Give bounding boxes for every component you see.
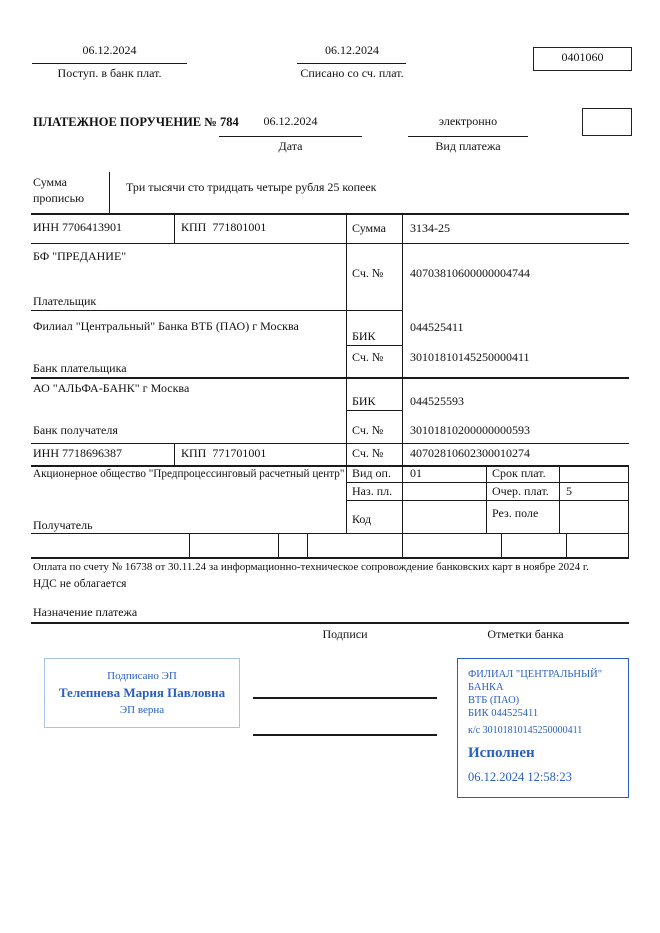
table-line [31,622,629,624]
table-line [346,410,402,411]
purpose-line-2: НДС не облагается [33,578,127,590]
table-line [31,377,629,379]
payer-bank-name: Филиал "Центральный" Банка ВТБ (ПАО) г Москва [33,319,299,333]
divider-line [109,172,110,213]
divider-line [297,63,406,64]
bank-stamp-corr: к/с 30101810145250000411 [468,724,583,736]
divider-line [408,136,528,137]
received-label: Поступ. в банк плат. [57,66,162,80]
received-date: 06.12.2024 [82,43,137,57]
op-kind-label: Вид оп. [352,466,391,480]
payer-inn: ИНН 7706413901 [33,220,122,234]
payee-bank-label: Банк получателя [33,423,118,437]
form-code: 0401060 [561,50,604,64]
table-line [402,213,403,533]
payer-bank-corr: 30101810145250000411 [410,350,530,364]
debited-label: Списано со сч. плат. [300,66,404,80]
document-title: ПЛАТЕЖНОЕ ПОРУЧЕНИЕ № 784 [33,115,239,129]
table-line [174,443,175,465]
date-label: Дата [278,139,303,153]
priority-label: Очер. плат. [492,484,549,498]
amount-value: 3134-25 [410,221,450,235]
bank-stamp-branch-line1: ФИЛИАЛ "ЦЕНТРАЛЬНЫЙ" БАНКА [468,669,603,694]
payee-bank-corr-label: Сч. № [352,423,384,437]
payer-account-label: Сч. № [352,266,384,280]
table-line [486,465,487,533]
payee-label: Получатель [33,518,93,532]
payer-bank-bik: 044525411 [410,320,464,334]
debited-date: 06.12.2024 [325,43,379,57]
bank-stamp-bik: БИК 044525411 [468,708,539,720]
signer-stamp-line3: ЭП верна [119,704,165,716]
payee-name: Акционерное общество "Предпроцессинговый расчетный центр" [33,468,345,480]
payer-bank-label: Банк плательщика [33,361,127,375]
signer-stamp-name: Телепнева Мария Павловна [58,685,226,700]
payer-account: 40703810600000004744 [410,266,530,280]
signer-stamp-line1: Подписано ЭП [107,670,177,682]
purpose-line-1: Оплата по счету № 16738 от 30.11.24 за информационно-техническое сопровождение банковских карт в ноябре 2024 г. [33,561,589,573]
bank-stamp-datetime: 06.12.2024 12:58:23 [468,769,572,784]
table-line [31,557,629,559]
code-label: Код [352,512,372,526]
table-line [174,213,175,243]
table-line [346,482,629,483]
table-line [31,243,629,244]
bank-marks-header: Отметки банка [487,627,564,641]
table-line [346,213,347,533]
bank-stamp-status: Исполнен [468,744,535,761]
bank-stamp-branch-line2: ВТБ (ПАО) [468,695,520,707]
payee-bank-corr: 30101810200000000593 [410,423,530,437]
payee-account-label: Сч. № [352,446,384,460]
table-line [346,500,629,501]
form-code-box [533,47,632,71]
pay-term-label: Срок плат. [492,466,546,480]
status-code-box [582,108,632,136]
table-line [559,465,560,533]
bank-stamp [457,658,629,798]
amount-words-label-1: Сумма [33,175,67,189]
amount-words-value: Три тысячи сто тридцать четыре рубля 25 копеек [126,180,377,194]
divider-line [32,63,187,64]
table-line [278,533,279,557]
purpose-label: Назначение платежа [33,605,138,619]
signer-stamp [44,658,240,728]
table-line [31,533,629,534]
payer-label: Плательщик [33,294,97,308]
amount-words-label-2: прописью [33,191,85,205]
payer-bank-corr-label: Сч. № [352,350,384,364]
res-field-label: Рез. поле [492,506,539,520]
amount-label: Сумма [352,221,386,235]
table-line [566,533,567,557]
payer-bank-bik-label: БИК [352,329,376,343]
table-line [346,345,402,346]
op-kind-value: 01 [410,466,422,480]
table-line [31,443,629,444]
payment-kind-label: Вид платежа [435,139,501,153]
table-line [501,533,502,557]
purpose-code-label: Наз. пл. [352,484,393,498]
payee-inn: ИНН 7718696387 [33,446,122,460]
table-line [31,213,629,215]
table-line [402,533,403,557]
priority-value: 5 [566,484,572,498]
payee-bank-bik-label: БИК [352,394,376,408]
payee-bank-bik: 044525593 [410,394,464,408]
payee-kpp: КПП 771701001 [181,446,267,460]
table-line [307,533,308,557]
table-line [628,465,629,557]
document-date: 06.12.2024 [263,114,318,128]
payment-kind-value: электронно [438,114,498,128]
payee-bank-name: АО "АЛЬФА-БАНК" г Москва [33,381,190,395]
divider-line [219,136,362,137]
payer-kpp: КПП 771801001 [181,220,267,234]
payee-account: 40702810602300010274 [410,446,530,460]
payer-name: БФ "ПРЕДАНИЕ" [33,249,127,263]
signature-line [253,697,437,699]
signatures-header: Подписи [322,627,368,641]
signature-line [253,734,437,736]
table-line [189,533,190,557]
